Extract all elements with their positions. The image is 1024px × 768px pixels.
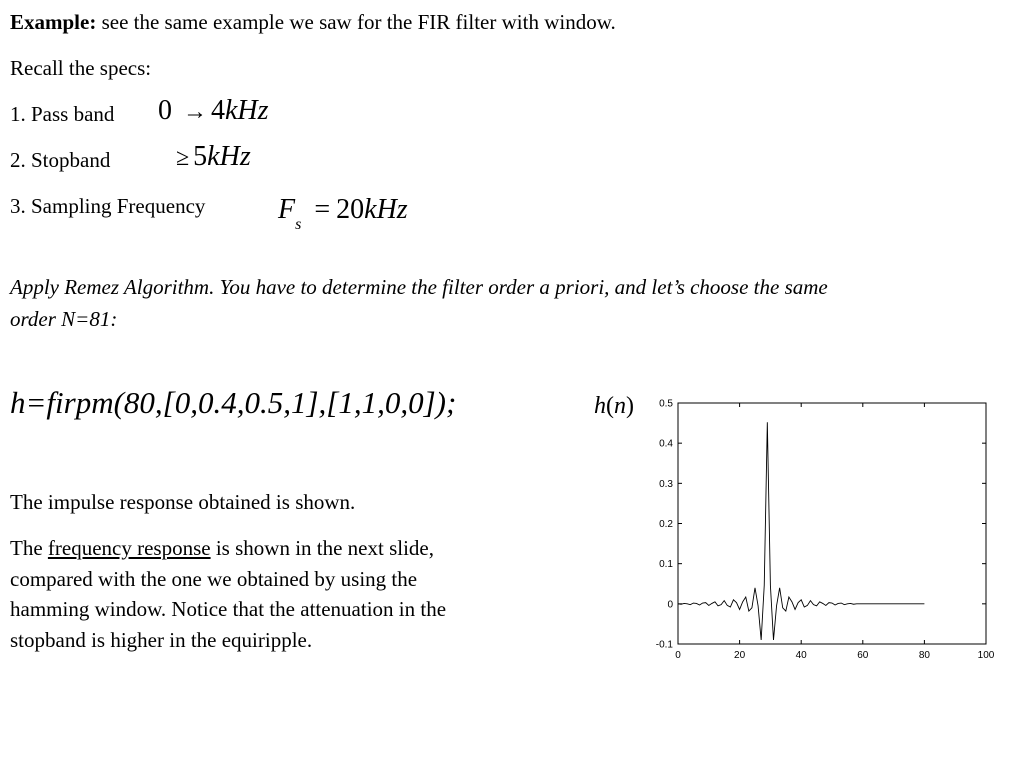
freq-line-4: stopband is higher in the equiripple. [10,627,313,652]
remez-line-1: Apply Remez Algorithm. You have to determine the filter order a priori, and let’s choose the same [10,275,828,299]
x-tick-label: 20 [734,650,746,661]
example-text: see the same example we saw for the FIR filter with window. [96,10,616,34]
freq-suffix: is shown in the next slide, [210,536,434,560]
example-label: Example: [10,10,97,34]
spec-1-math [158,96,269,127]
y-tick-label: -0.1 [655,639,673,651]
impulse-response-line [678,422,924,640]
firpm-code: h=firpm(80,[0,0.4,0.5,1],[1,1,0,0]); [10,385,457,420]
recall-text: Recall the specs: [10,56,152,80]
freq-paragraph [10,533,446,655]
y-tick-label: 0.2 [659,519,673,530]
spec-1-label: 1. Pass band [10,102,115,126]
example-line [10,10,616,34]
ylabel-paren-open: ( [606,393,614,419]
math-unit: kHz [364,194,408,225]
spec-2-label: 2. Stopband [10,148,111,172]
impulse-response-plot [640,392,1010,664]
x-tick-label: 40 [795,650,807,661]
arrow-icon: → [183,99,207,125]
math-twenty: 20 [336,194,365,225]
math-zero: 0 [158,95,172,126]
math-four: 4 [211,95,225,126]
y-tick-label: 0.1 [659,559,673,571]
plot-axes-box [678,403,986,644]
math-five: 5 [193,141,208,172]
geq-icon: ≥ [176,145,190,171]
remez-line-2: order N=81: [10,307,118,331]
x-tick-label: 80 [918,650,930,661]
math-unit: kHz [207,141,251,172]
math-sub-s: s [295,215,302,233]
math-F: F [278,194,296,225]
x-tick-label: 0 [675,650,681,661]
math-unit: kHz [225,95,269,126]
frequency-response-link[interactable]: frequency response [47,536,211,560]
freq-line-3: hamming window. Notice that the attenuation in the [10,597,447,621]
spec-3-label: 3. Sampling Frequency [10,194,206,218]
ylabel-paren-close: ) [626,393,634,419]
y-tick-label: 0.4 [659,438,673,450]
math-equals: = [314,194,331,225]
x-tick-label: 100 [977,650,995,661]
spec-2-math [176,142,251,173]
spec-3-math [278,195,408,236]
ylabel-h: h [594,393,606,419]
y-tick-label: 0 [667,599,673,611]
freq-line-2: compared with the one we obtained by using the [10,566,418,591]
freq-prefix: The [10,536,48,560]
plot-ylabel [594,393,634,420]
impulse-note: The impulse response obtained is shown. [10,490,356,514]
y-tick-label: 0.3 [659,478,673,490]
y-tick-label: 0.5 [659,398,673,410]
ylabel-n: n [614,393,626,419]
freq-line-1 [10,533,446,564]
x-tick-label: 60 [857,650,869,661]
